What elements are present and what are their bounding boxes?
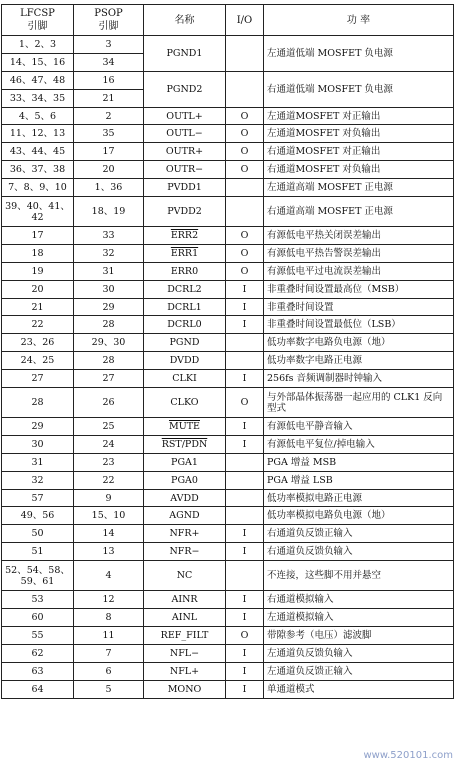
table-row [2, 227, 454, 245]
table-row [2, 143, 454, 161]
table-row [2, 197, 454, 227]
cell-psop: 7 [74, 644, 144, 662]
cell-io [226, 334, 264, 352]
cell-function: 左通道模拟输入 [264, 609, 454, 627]
cell-function: PGA 增益 LSB [264, 471, 454, 489]
header-name: 名称 [144, 5, 226, 36]
cell-io [226, 71, 264, 107]
cell-io: O [226, 107, 264, 125]
cell-lfcsp: 52、54、58、59、61 [2, 561, 74, 591]
cell-name: PGND [144, 334, 226, 352]
cell-psop: 22 [74, 471, 144, 489]
table-row [2, 591, 454, 609]
cell-lfcsp: 39、40、41、42 [2, 197, 74, 227]
cell-psop: 17 [74, 143, 144, 161]
table-row [2, 125, 454, 143]
cell-function: 单通道模式 [264, 680, 454, 698]
cell-io: O [226, 244, 264, 262]
table-row [2, 644, 454, 662]
cell-psop: 8 [74, 609, 144, 627]
cell-function: 非重叠时间设置 [264, 298, 454, 316]
cell-function: 非重叠时间设置最高位（MSB） [264, 280, 454, 298]
cell-function: 左通道MOSFET 对正输出 [264, 107, 454, 125]
cell-psop: 29 [74, 298, 144, 316]
cell-name: OUTL− [144, 125, 226, 143]
cell-lfcsp: 36、37、38 [2, 161, 74, 179]
table-row [2, 316, 454, 334]
cell-name: DCRL2 [144, 280, 226, 298]
cell-psop: 23 [74, 453, 144, 471]
cell-io [226, 179, 264, 197]
cell-function: 有源低电平静音输入 [264, 418, 454, 436]
cell-name: DCRL0 [144, 316, 226, 334]
cell-io: O [226, 388, 264, 418]
cell-lfcsp: 60 [2, 609, 74, 627]
cell-psop: 35 [74, 125, 144, 143]
cell-name: CLKI [144, 370, 226, 388]
cell-lfcsp: 63 [2, 662, 74, 680]
cell-psop: 20 [74, 161, 144, 179]
cell-function: 低功率数字电路正电源 [264, 352, 454, 370]
cell-psop: 25 [74, 418, 144, 436]
cell-lfcsp: 17 [2, 227, 74, 245]
cell-function: 低功率模拟电路正电源 [264, 489, 454, 507]
cell-io: I [226, 418, 264, 436]
cell-name: OUTL+ [144, 107, 226, 125]
cell-lfcsp: 18 [2, 244, 74, 262]
cell-lfcsp: 49、56 [2, 507, 74, 525]
cell-psop: 4 [74, 561, 144, 591]
cell-lfcsp: 1、2、3 [2, 36, 74, 54]
cell-lfcsp: 28 [2, 388, 74, 418]
table-row [2, 71, 454, 89]
cell-io: I [226, 280, 264, 298]
header-row [2, 5, 454, 36]
cell-psop: 13 [74, 543, 144, 561]
cell-io [226, 471, 264, 489]
cell-lfcsp: 32 [2, 471, 74, 489]
cell-function: 左通道高端 MOSFET 正电源 [264, 179, 454, 197]
cell-psop: 6 [74, 662, 144, 680]
cell-io: I [226, 591, 264, 609]
cell-name: NFL− [144, 644, 226, 662]
table-row [2, 418, 454, 436]
table-row [2, 543, 454, 561]
cell-name: DVDD [144, 352, 226, 370]
cell-psop: 32 [74, 244, 144, 262]
cell-io: O [226, 161, 264, 179]
cell-name: REF_FILT [144, 626, 226, 644]
cell-lfcsp: 21 [2, 298, 74, 316]
cell-lfcsp: 7、8、9、10 [2, 179, 74, 197]
cell-lfcsp: 24、25 [2, 352, 74, 370]
cell-lfcsp: 50 [2, 525, 74, 543]
cell-lfcsp: 30 [2, 435, 74, 453]
cell-psop: 28 [74, 316, 144, 334]
cell-name: PGND2 [144, 71, 226, 107]
cell-lfcsp: 4、5、6 [2, 107, 74, 125]
cell-function: 有源低电平热告警误差输出 [264, 244, 454, 262]
cell-psop: 34 [74, 53, 144, 71]
cell-psop: 12 [74, 591, 144, 609]
cell-io: I [226, 525, 264, 543]
cell-function: 256fs 音频调制器时钟输入 [264, 370, 454, 388]
cell-lfcsp: 43、44、45 [2, 143, 74, 161]
cell-function: 左通道负反馈负输入 [264, 644, 454, 662]
cell-io: I [226, 316, 264, 334]
cell-psop: 14 [74, 525, 144, 543]
cell-name: AINL [144, 609, 226, 627]
cell-io: O [226, 227, 264, 245]
header-function: 功 率 [264, 5, 454, 36]
pin-table [1, 4, 454, 699]
cell-io [226, 561, 264, 591]
cell-psop: 15、10 [74, 507, 144, 525]
table-row [2, 388, 454, 418]
cell-name: NFL+ [144, 662, 226, 680]
cell-function: 右通道负反馈负输入 [264, 543, 454, 561]
cell-name: AGND [144, 507, 226, 525]
table-row [2, 489, 454, 507]
cell-name: MUTE [144, 418, 226, 436]
cell-io: O [226, 143, 264, 161]
cell-name: PVDD2 [144, 197, 226, 227]
cell-lfcsp: 22 [2, 316, 74, 334]
cell-function: 有源低电平热关闭误差输出 [264, 227, 454, 245]
cell-function: 左通道MOSFET 对负输出 [264, 125, 454, 143]
cell-io [226, 36, 264, 72]
cell-lfcsp: 64 [2, 680, 74, 698]
cell-io: O [226, 626, 264, 644]
cell-name: DCRL1 [144, 298, 226, 316]
header-lfcsp: LFCSP 引脚 [2, 5, 74, 36]
table-row [2, 262, 454, 280]
cell-function: 右通道负反馈正输入 [264, 525, 454, 543]
cell-name: MONO [144, 680, 226, 698]
cell-name: AVDD [144, 489, 226, 507]
cell-io [226, 489, 264, 507]
cell-io: I [226, 370, 264, 388]
cell-function: 右通道MOSFET 对负输出 [264, 161, 454, 179]
table-row [2, 334, 454, 352]
cell-psop: 30 [74, 280, 144, 298]
cell-name: PGND1 [144, 36, 226, 72]
table-row [2, 662, 454, 680]
cell-function: 非重叠时间设置最低位（LSB） [264, 316, 454, 334]
cell-io: I [226, 609, 264, 627]
cell-lfcsp: 31 [2, 453, 74, 471]
table-row [2, 179, 454, 197]
cell-name: PGA1 [144, 453, 226, 471]
cell-name: PGA0 [144, 471, 226, 489]
cell-io: O [226, 125, 264, 143]
cell-io: I [226, 680, 264, 698]
cell-name: PVDD1 [144, 179, 226, 197]
cell-io [226, 352, 264, 370]
cell-function: 左通道负反馈正输入 [264, 662, 454, 680]
table-row [2, 244, 454, 262]
table-row [2, 561, 454, 591]
cell-function: 不连接，这些脚不用并悬空 [264, 561, 454, 591]
cell-io [226, 453, 264, 471]
cell-psop: 2 [74, 107, 144, 125]
cell-function: 有源低电平复位/掉电输入 [264, 435, 454, 453]
table-row [2, 609, 454, 627]
cell-psop: 27 [74, 370, 144, 388]
cell-name: CLKO [144, 388, 226, 418]
table-row [2, 507, 454, 525]
cell-name: ERR1 [144, 244, 226, 262]
cell-psop: 11 [74, 626, 144, 644]
table-row [2, 525, 454, 543]
cell-lfcsp: 27 [2, 370, 74, 388]
cell-lfcsp: 51 [2, 543, 74, 561]
cell-psop: 1、36 [74, 179, 144, 197]
table-row [2, 370, 454, 388]
cell-lfcsp: 29 [2, 418, 74, 436]
table-row [2, 161, 454, 179]
cell-io [226, 507, 264, 525]
header-io: I/O [226, 5, 264, 36]
cell-function: 右通道高端 MOSFET 正电源 [264, 197, 454, 227]
cell-function: 右通道低端 MOSFET 负电源 [264, 71, 454, 107]
cell-io: I [226, 644, 264, 662]
table-row [2, 626, 454, 644]
cell-name: NFR+ [144, 525, 226, 543]
cell-psop: 28 [74, 352, 144, 370]
cell-io: I [226, 543, 264, 561]
cell-lfcsp: 11、12、13 [2, 125, 74, 143]
cell-psop: 31 [74, 262, 144, 280]
cell-psop: 33 [74, 227, 144, 245]
cell-function: PGA 增益 MSB [264, 453, 454, 471]
cell-name: OUTR− [144, 161, 226, 179]
cell-lfcsp: 14、15、16 [2, 53, 74, 71]
cell-name: AINR [144, 591, 226, 609]
cell-name: NC [144, 561, 226, 591]
cell-function: 右通道MOSFET 对正输出 [264, 143, 454, 161]
cell-lfcsp: 19 [2, 262, 74, 280]
cell-io: I [226, 298, 264, 316]
cell-lfcsp: 46、47、48 [2, 71, 74, 89]
table-row [2, 680, 454, 698]
table-row [2, 352, 454, 370]
cell-function: 与外部晶体振荡器一起应用的 CLK1 反向型式 [264, 388, 454, 418]
cell-name: OUTR+ [144, 143, 226, 161]
watermark: www.520101.com [363, 750, 453, 761]
cell-lfcsp: 33、34、35 [2, 89, 74, 107]
table-row [2, 435, 454, 453]
cell-function: 低功率模拟电路负电源（地） [264, 507, 454, 525]
table-row [2, 471, 454, 489]
cell-io [226, 197, 264, 227]
cell-name: ERR0 [144, 262, 226, 280]
table-row [2, 107, 454, 125]
cell-psop: 18、19 [74, 197, 144, 227]
cell-psop: 29、30 [74, 334, 144, 352]
cell-function: 带隙参考（电压）滤波脚 [264, 626, 454, 644]
cell-function: 左通道低端 MOSFET 负电源 [264, 36, 454, 72]
header-psop: PSOP 引脚 [74, 5, 144, 36]
cell-psop: 3 [74, 36, 144, 54]
cell-psop: 5 [74, 680, 144, 698]
cell-psop: 26 [74, 388, 144, 418]
cell-io: O [226, 262, 264, 280]
cell-lfcsp: 20 [2, 280, 74, 298]
table-row [2, 280, 454, 298]
cell-lfcsp: 62 [2, 644, 74, 662]
cell-function: 有源低电平过电流误差输出 [264, 262, 454, 280]
table-row [2, 453, 454, 471]
cell-name: NFR− [144, 543, 226, 561]
cell-function: 右通道模拟输入 [264, 591, 454, 609]
cell-name: ERR2 [144, 227, 226, 245]
cell-lfcsp: 23、26 [2, 334, 74, 352]
cell-psop: 16 [74, 71, 144, 89]
cell-psop: 24 [74, 435, 144, 453]
cell-lfcsp: 55 [2, 626, 74, 644]
cell-psop: 21 [74, 89, 144, 107]
table-body [2, 36, 454, 699]
cell-io: I [226, 435, 264, 453]
cell-io: I [226, 662, 264, 680]
cell-psop: 9 [74, 489, 144, 507]
cell-lfcsp: 57 [2, 489, 74, 507]
table-row [2, 36, 454, 54]
cell-function: 低功率数字电路负电源（地） [264, 334, 454, 352]
table-row [2, 298, 454, 316]
cell-name: RST/PDN [144, 435, 226, 453]
cell-lfcsp: 53 [2, 591, 74, 609]
